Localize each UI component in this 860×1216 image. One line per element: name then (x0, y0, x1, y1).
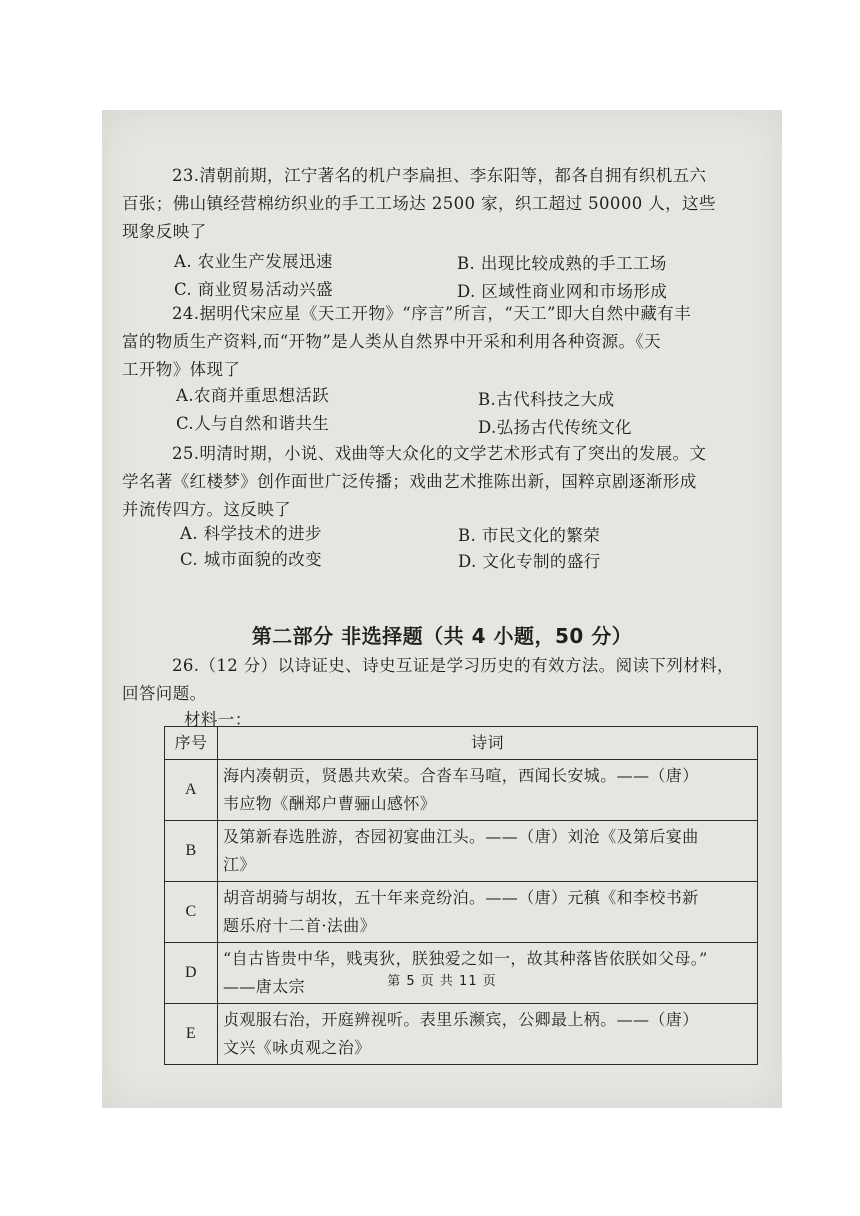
table-row (165, 760, 758, 821)
row-poem: 贞观服右治，开庭辨视听。表里乐濒宾，公卿最上柄。——（唐） 文兴《咏贞观之治》 (218, 1004, 758, 1065)
row-poem: “自古皆贵中华，贱夷狄，朕独爱之如一，故其种落皆依朕如父母。” ——唐太宗 (218, 943, 758, 1004)
q23-line-2: 百张；佛山镇经营棉纺织业的手工工场达 2500 家，织工超过 50000 人，这些 (122, 194, 716, 213)
table-row (165, 882, 758, 943)
column-header-poem: 诗词 (218, 727, 758, 760)
question-24 (122, 300, 776, 384)
question-25 (122, 440, 776, 524)
q24-line-3: 工开物》体现了 (122, 360, 241, 379)
row-id: C (165, 882, 218, 943)
q23-option-d: D. 区域性商业网和市场形成 (457, 282, 668, 301)
q23-option-c: C. 商业贸易活动兴盛 (174, 280, 333, 299)
question-26 (122, 652, 776, 708)
q24-line-2: 富的物质生产资料,而“开物”是人类从自然界中开采和利用各种资源。《天 (122, 332, 661, 351)
q24-line-1: 24.据明代宋应星《天工开物》“序言”所言，“天工”即大自然中藏有丰 (172, 304, 692, 323)
q25-option-b: B. 市民文化的繁荣 (458, 526, 601, 545)
question-23 (122, 162, 776, 246)
page-number: 第 5 页 共 11 页 (387, 974, 497, 989)
table-row (165, 1004, 758, 1065)
q26-line-1: 26.（12 分）以诗证史、诗史互证是学习历史的有效方法。阅读下列材料， (172, 656, 734, 675)
row-poem: 及第新春选胜游，杏园初宴曲江头。——（唐）刘沧《及第后宴曲 江》 (218, 821, 758, 882)
row-id: A (165, 760, 218, 821)
q23-line-1: 23.清朝前期，江宁著名的机户李扁担、李东阳等，都各自拥有织机五六 (172, 166, 707, 185)
table-row (165, 821, 758, 882)
material-one-label: 材料一： (184, 710, 252, 729)
q24-option-b: B.古代科技之大成 (478, 390, 615, 409)
row-id: D (165, 943, 218, 1004)
row-poem: 海内凑朝贡，贤愚共欢荣。合沓车马喧，西闻长安城。——（唐） 韦应物《酬郑户曹骊山感怀》 (218, 760, 758, 821)
q25-line-2: 学名著《红楼梦》创作面世广泛传播；戏曲艺术推陈出新，国粹京剧逐渐形成 (122, 472, 697, 491)
q24-option-a: A.农商并重思想活跃 (176, 386, 330, 405)
poems-table (164, 726, 758, 1065)
q23-option-a: A. 农业生产发展迅速 (174, 252, 333, 271)
column-header-number: 序号 (165, 727, 218, 760)
exam-page (102, 110, 782, 1108)
q24-option-d: D.弘扬古代传统文化 (478, 418, 632, 437)
q25-option-c: C. 城市面貌的改变 (180, 550, 323, 569)
q23-option-b: B. 出现比较成熟的手工工场 (457, 254, 667, 273)
row-poem: 胡音胡骑与胡妆，五十年来竞纷泊。——（唐）元稹《和李校书新 题乐府十二首·法曲》 (218, 882, 758, 943)
row-id: E (165, 1004, 218, 1065)
section-two-title: 第二部分 非选择题（共 4 小题，50 分） (251, 624, 633, 648)
q24-option-c: C.人与自然和谐共生 (176, 414, 330, 433)
q23-line-3: 现象反映了 (122, 222, 207, 241)
q25-line-3: 并流传四方。这反映了 (122, 500, 291, 519)
q25-option-d: D. 文化专制的盛行 (458, 552, 601, 571)
q25-line-1: 25.明清时期，小说、戏曲等大众化的文学艺术形式有了突出的发展。文 (172, 444, 707, 463)
q25-option-a: A. 科学技术的进步 (180, 524, 322, 543)
table-header-row (165, 727, 758, 760)
q26-line-2: 回答问题。 (122, 684, 207, 703)
row-id: B (165, 821, 218, 882)
